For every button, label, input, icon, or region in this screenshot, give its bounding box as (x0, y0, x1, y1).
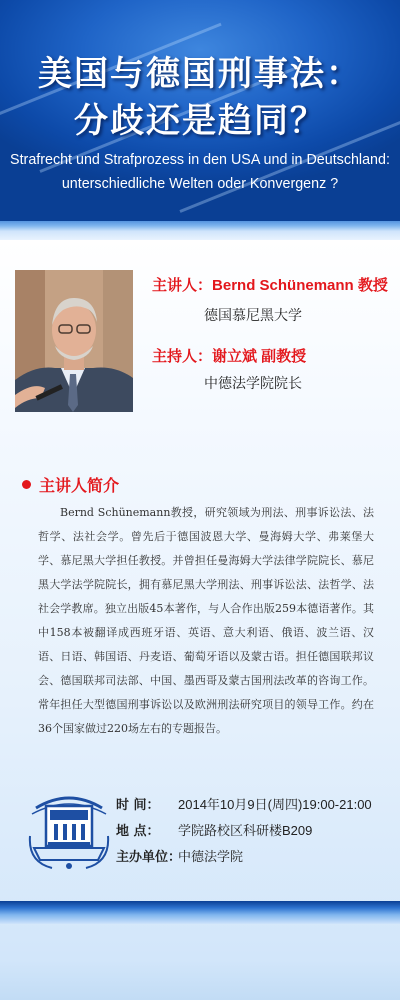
organizer-row (116, 846, 243, 865)
red-dot-bullet-icon (22, 480, 31, 489)
host-line (152, 345, 306, 366)
host-affiliation: 中德法学院院长 (204, 376, 302, 392)
title-chinese-line2: 分歧还是趋同？ (74, 101, 326, 141)
header-banner (0, 0, 400, 218)
speaker-affiliation: 德国慕尼黑大学 (204, 308, 302, 324)
university-seal-logo-icon (28, 790, 110, 872)
title-chinese-line1: 美国与德国刑事法： (38, 54, 362, 94)
time-row (116, 794, 372, 813)
host-label: 主持人： (152, 347, 213, 365)
bio-paragraph: Bernd Schünemann教授，研究领域为刑法、刑事诉讼法、法哲学、法社会学。曾先后于德国波恩大学、曼海姆大学、弗莱堡大学、慕尼黑大学担任教授。并曾担任曼海姆大学法律学院院长、慕尼黑大学法学院院长，拥有慕尼黑大学刑法、刑事诉讼法、法哲学、法社会学教席。独立出版45本著作，与人合作出版259本德语著作。其中158本被翻译成西班牙语、英语、意大利语、俄语、波兰语、汉语、日语、韩国语、丹麦语、葡萄牙语以及蒙古语。担任德国联邦议会、德国联邦司法部、中国、墨西哥及蒙古国刑法改革的咨询工作。常年担任大型德国刑事诉讼以及欧洲刑法研究项目的领导工作。约在36个国家做过220场左右的专题报告。 (38, 506, 374, 735)
top-separator-band (0, 218, 400, 240)
bio-heading (22, 473, 119, 496)
place-label: 地 点： (116, 824, 160, 839)
speaker-photo (15, 270, 133, 412)
speaker-name: Bernd Schünemann 教授 (212, 277, 388, 294)
bio-heading-text: 主讲人简介 (39, 476, 120, 495)
speaker-label: 主讲人： (152, 276, 213, 294)
host-name: 谢立斌 副教授 (212, 348, 307, 365)
speaker-line (152, 274, 388, 295)
time-label: 时 间： (116, 798, 160, 813)
organizer-value: 中德法学院 (178, 849, 244, 864)
place-value: 学院路校区科研楼B209 (178, 823, 313, 838)
title-german-line1: Strafrecht und Strafprozess in den USA und in Deutschland: (10, 152, 390, 168)
place-row (116, 820, 312, 839)
top-separator-line (0, 218, 400, 221)
title-german-line2: unterschiedliche Welten oder Konvergenz ? (61, 176, 339, 192)
time-value: 2014年10月9日(周四)19:00-21:00 (178, 797, 372, 812)
bottom-separator-band (0, 901, 400, 924)
organizer-label: 主办单位： (116, 850, 182, 865)
